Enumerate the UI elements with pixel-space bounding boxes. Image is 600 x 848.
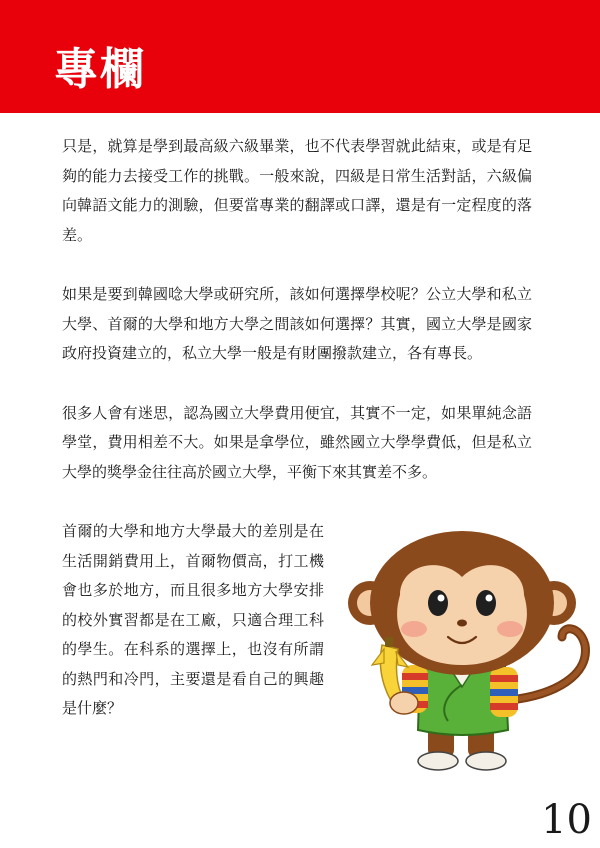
- paragraph-2: 如果是要到韓國唸大學或研究所，該如何選擇學校呢？公立大學和私立大學、首爾的大學和地方大學之間該如何選擇？其實，國立大學是國家政府投資建立的，私立大學一般是有財團撥款建立，各有專長。: [62, 285, 532, 362]
- paragraph-1: 只是，就算是學到最高級六級畢業，也不代表學習就此結束，或是有足夠的能力去接受工作的挑戰。一般來說，四級是日常生活對話，六級偏向韓語文能力的測驗，但要當專業的翻譯或口譯，還是有一定程度的落差。: [62, 137, 532, 244]
- monkey-illustration: [340, 525, 600, 775]
- paragraph-4: 首爾的大學和地方大學最大的差別是在生活開銷費用上，首爾物價高，打工機會也多於地方，而且很多地方大學安排的校外實習都是在工廠，只適合理工科的學生。在科系的選擇上，也沒有所謂的熱門和冷門，主要還是看自己的興趣是什麼？: [62, 522, 324, 717]
- page-number: 10: [541, 797, 592, 843]
- header-banner: [0, 0, 600, 113]
- paragraph-3: 很多人會有迷思，認為國立大學費用便宜，其實不一定，如果單純念語學堂，費用相差不大。如果是拿學位，雖然國立大學學費低，但是私立大學的獎學金往往高於國立大學，平衡下來其實差不多。: [62, 403, 532, 481]
- column-title: 專欄: [54, 44, 146, 95]
